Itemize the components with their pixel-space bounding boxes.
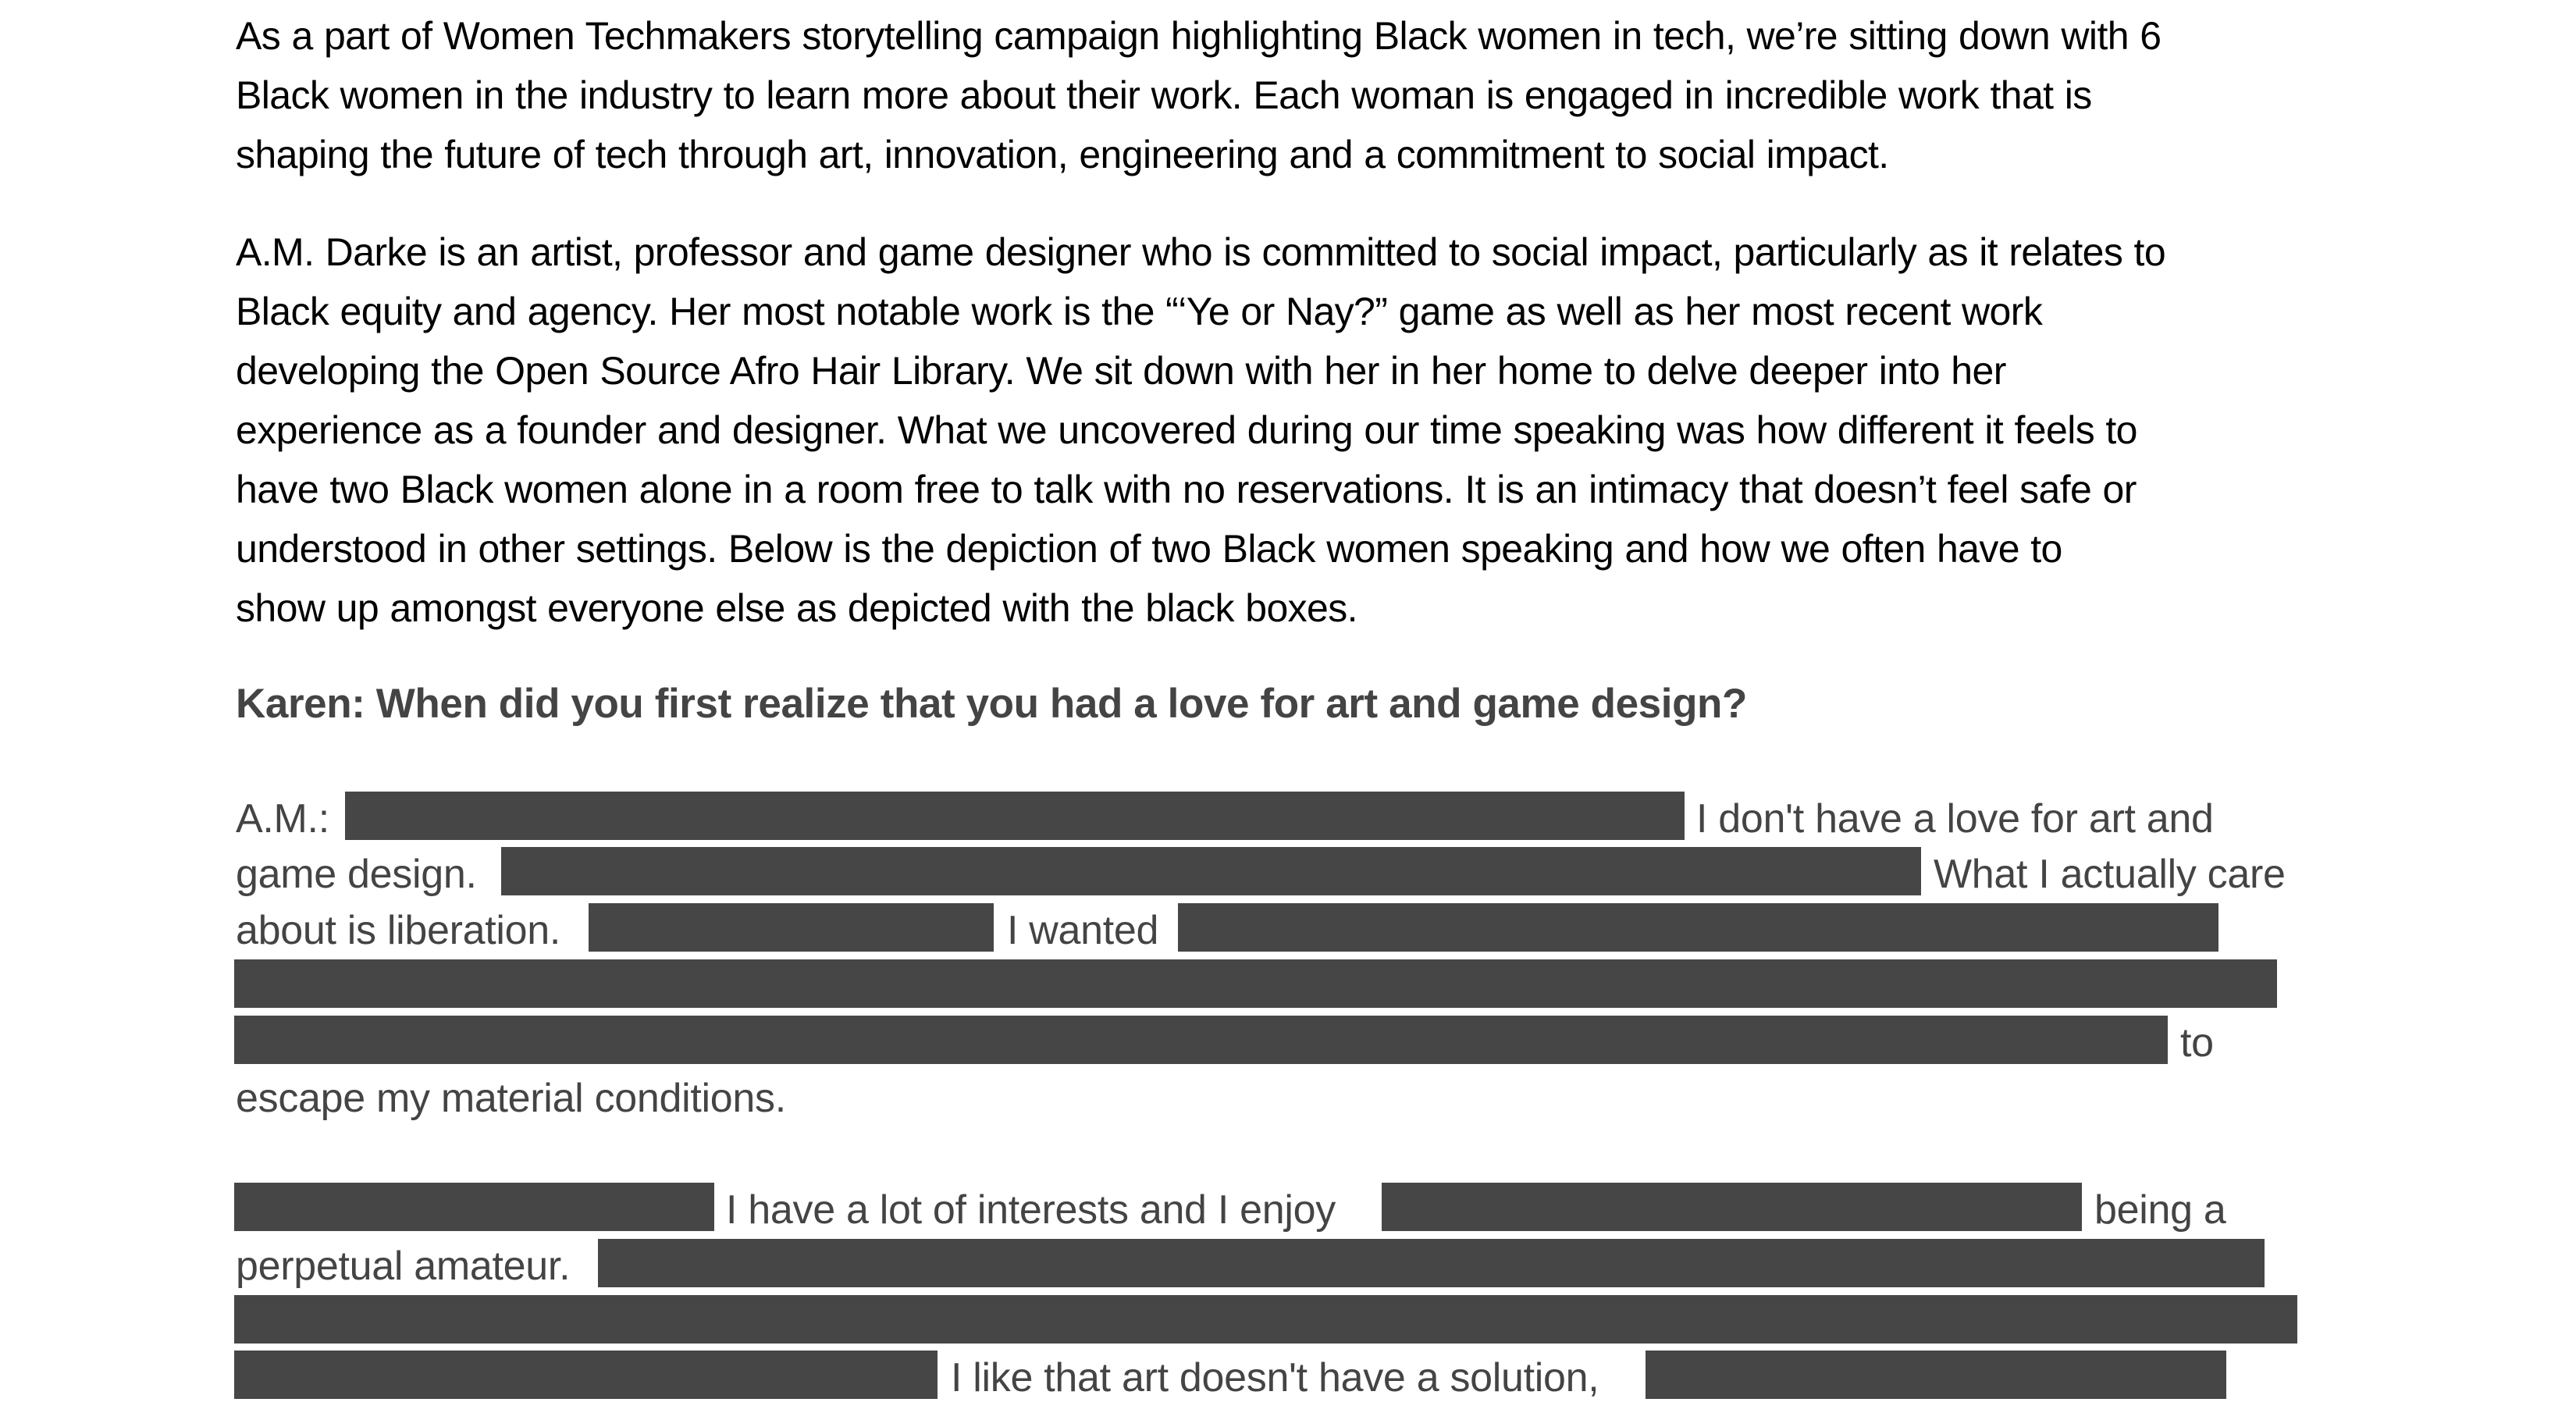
redaction-box bbox=[1178, 903, 2218, 952]
answer-text: to bbox=[2180, 1020, 2214, 1066]
text-line: show up amongst everyone else as depicted with the black boxes. bbox=[236, 586, 1357, 630]
text-line: developing the Open Source Afro Hair Library. We sit down with her in her home to delve deeper into her bbox=[236, 349, 2006, 393]
answer-text: I wanted bbox=[1007, 908, 1159, 953]
redaction-box bbox=[234, 1295, 2297, 1343]
redaction-box bbox=[234, 1016, 2168, 1064]
redaction-box bbox=[589, 903, 994, 952]
answer-text: I have a lot of interests and I enjoy bbox=[726, 1187, 1336, 1233]
redaction-box bbox=[234, 1183, 714, 1231]
redaction-box bbox=[501, 847, 1921, 895]
answer-text: I don't have a love for art and bbox=[1696, 796, 2214, 842]
text-line: shaping the future of tech through art, innovation, engineering and a commitment to social impact. bbox=[236, 133, 1889, 176]
redaction-box bbox=[598, 1239, 2265, 1287]
answer-text: perpetual amateur. bbox=[236, 1244, 571, 1289]
text-line: experience as a founder and designer. What we uncovered during our time speaking was how different it feels to bbox=[236, 408, 2137, 452]
text-line: have two Black women alone in a room free to talk with no reservations. It is an intimacy that doesn’t feel safe or bbox=[236, 468, 2137, 511]
interview-question: Karen: When did you first realize that you had a love for art and game design? bbox=[236, 681, 1748, 727]
speaker-label: A.M.: bbox=[236, 796, 329, 842]
text-line: Black women in the industry to learn more about their work. Each woman is engaged in incredible work that is bbox=[236, 73, 2092, 117]
redaction-box bbox=[234, 1351, 938, 1399]
answer-text: What I actually care bbox=[1934, 852, 2286, 897]
answer-text: being a bbox=[2094, 1187, 2226, 1233]
answer-text: game design. bbox=[236, 852, 477, 897]
redaction-box bbox=[234, 959, 2277, 1008]
answer-text: escape my material conditions. bbox=[236, 1076, 786, 1121]
text-line: As a part of Women Techmakers storytelling campaign highlighting Black women in tech, we’re sitting down with 6 bbox=[236, 14, 2161, 58]
text-line: Black equity and agency. Her most notable work is the “‘Ye or Nay?” game as well as her most recent work bbox=[236, 290, 2043, 333]
redaction-box bbox=[1646, 1351, 2226, 1399]
answer-text: I like that art doesn't have a solution, bbox=[951, 1355, 1599, 1400]
text-line: A.M. Darke is an artist, professor and game designer who is committed to social impact, particularly as it relates to bbox=[236, 230, 2166, 274]
answer-text: about is liberation. bbox=[236, 908, 561, 953]
redaction-box bbox=[1382, 1183, 2082, 1231]
text-line: understood in other settings. Below is the depiction of two Black women speaking and how we often have to bbox=[236, 527, 2062, 571]
redaction-box bbox=[345, 792, 1685, 840]
